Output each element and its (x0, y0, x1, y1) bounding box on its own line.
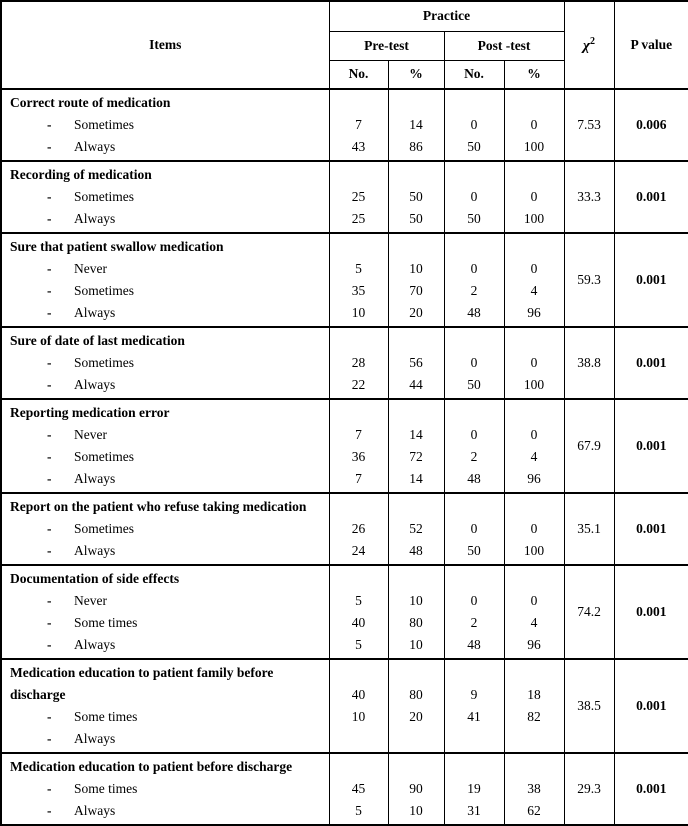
table-row (1, 659, 688, 753)
cell-value: 20 (409, 305, 423, 320)
title-spacer (445, 496, 504, 518)
cell-value: 48 (467, 637, 481, 652)
cell-value: 5 (355, 261, 362, 276)
cell-value: 0 (470, 355, 478, 370)
cell-value: 10 (409, 637, 423, 652)
table-row (1, 233, 688, 327)
sub-item-label: Always (74, 471, 116, 486)
col-header-pretest-pct: % (388, 60, 444, 89)
sub-item (2, 114, 327, 136)
cell-value: 19 (467, 781, 481, 796)
section-title: Documentation of side effects (10, 571, 180, 586)
col-header-chi-square (564, 1, 614, 89)
title-spacer (389, 496, 444, 518)
chi-square-cell: 7.53 (564, 89, 614, 161)
pretest-pct-cell (388, 565, 444, 659)
p-value-cell: 0.001 (614, 753, 688, 825)
chi-square-cell: 67.9 (564, 399, 614, 493)
dash-bullet: - (47, 449, 52, 464)
posttest-no-cell (444, 399, 504, 493)
sub-item-label: Always (74, 377, 116, 392)
section-title: Correct route of medication (10, 95, 171, 110)
sub-item-label: Never (74, 593, 107, 608)
posttest-pct-cell (504, 89, 564, 161)
sub-item-label: Some times (74, 615, 138, 630)
sub-item (2, 728, 327, 750)
header-row-1 (1, 1, 688, 31)
title-spacer (389, 164, 444, 186)
title-spacer (505, 402, 564, 424)
chi-square-cell: 35.1 (564, 493, 614, 565)
dash-bullet: - (47, 471, 52, 486)
cell-value: 44 (409, 377, 423, 392)
posttest-no-cell (444, 233, 504, 327)
sub-item (2, 612, 327, 634)
table-body (1, 89, 688, 825)
sub-item (2, 280, 327, 302)
sub-item (2, 186, 327, 208)
cell-value: 35 (351, 283, 366, 298)
cell-value: 9 (470, 687, 478, 702)
pretest-no-cell (329, 161, 388, 233)
cell-value: 0 (530, 593, 538, 608)
title-spacer (330, 236, 388, 258)
col-header-practice: Practice (329, 1, 564, 31)
cell-value: 10 (409, 261, 423, 276)
sub-item (2, 706, 327, 728)
cell-value: 10 (409, 803, 423, 818)
cell-value: 31 (467, 803, 481, 818)
posttest-pct-cell (504, 161, 564, 233)
title-spacer (389, 756, 444, 778)
sub-item (2, 208, 327, 230)
p-value-cell: 0.001 (614, 161, 688, 233)
section-title: Medication education to patient family before discharge (10, 665, 274, 702)
sub-item-label: Sometimes (74, 117, 134, 132)
cell-value: 0 (530, 117, 538, 132)
title-spacer (330, 496, 388, 518)
sub-item-label: Never (74, 261, 107, 276)
dash-bullet: - (47, 637, 52, 652)
items-cell (1, 753, 329, 825)
cell-value: 10 (409, 593, 423, 608)
dash-bullet: - (47, 593, 52, 608)
title-spacer (445, 756, 504, 778)
chi-square-cell: 59.3 (564, 233, 614, 327)
sub-item-label: Some times (74, 781, 138, 796)
cell-value: 14 (409, 471, 423, 486)
cell-value: 38 (527, 781, 541, 796)
posttest-pct-cell (504, 493, 564, 565)
cell-value: 100 (523, 139, 545, 154)
cell-value: 50 (467, 377, 481, 392)
p-value-cell: 0.001 (614, 399, 688, 493)
sub-item (2, 468, 327, 490)
cell-value: 100 (523, 377, 545, 392)
cell-value: 96 (527, 637, 541, 652)
cell-value: 50 (409, 189, 423, 204)
title-spacer (330, 330, 388, 352)
title-spacer (330, 92, 388, 114)
col-header-items: Items (1, 1, 329, 89)
section-title: Reporting medication error (10, 405, 170, 420)
sub-item (2, 540, 327, 562)
sub-item (2, 800, 327, 822)
title-spacer (505, 662, 564, 684)
sub-item (2, 352, 327, 374)
cell-value: 72 (409, 449, 423, 464)
pretest-no-cell (329, 89, 388, 161)
title-spacer (505, 236, 564, 258)
pretest-no-cell (329, 659, 388, 753)
posttest-no-cell (444, 327, 504, 399)
dash-bullet: - (47, 781, 52, 796)
sub-item-label: Always (74, 139, 116, 154)
cell-value: 86 (409, 139, 423, 154)
posttest-pct-cell (504, 565, 564, 659)
items-cell (1, 233, 329, 327)
cell-value: 4 (530, 615, 538, 630)
cell-value: 96 (527, 471, 541, 486)
title-spacer (505, 496, 564, 518)
cell-value: 70 (409, 283, 423, 298)
cell-value: 2 (470, 283, 478, 298)
col-header-posttest-pct: % (504, 60, 564, 89)
posttest-pct-cell (504, 659, 564, 753)
cell-value: 50 (467, 139, 481, 154)
p-value-cell: 0.001 (614, 233, 688, 327)
dash-bullet: - (47, 803, 52, 818)
cell-value: 10 (351, 305, 366, 320)
table-row (1, 565, 688, 659)
cell-value: 90 (409, 781, 423, 796)
posttest-pct-cell (504, 399, 564, 493)
chi-square-cell: 33.3 (564, 161, 614, 233)
dash-bullet: - (47, 543, 52, 558)
title-spacer (505, 568, 564, 590)
pretest-pct-cell (388, 753, 444, 825)
title-spacer (445, 236, 504, 258)
chi-symbol: χ (583, 37, 591, 54)
dash-bullet: - (47, 355, 52, 370)
col-header-pretest-no: No. (329, 60, 388, 89)
title-spacer (445, 568, 504, 590)
title-spacer (389, 236, 444, 258)
posttest-no-cell (444, 753, 504, 825)
title-spacer (389, 330, 444, 352)
title-spacer (330, 164, 388, 186)
dash-bullet: - (47, 117, 52, 132)
title-spacer (445, 164, 504, 186)
cell-value: 5 (355, 637, 362, 652)
table-row (1, 89, 688, 161)
cell-value: 82 (527, 709, 541, 724)
cell-value: 56 (409, 355, 423, 370)
cell-value: 48 (467, 471, 481, 486)
cell-value: 96 (527, 305, 541, 320)
cell-value: 22 (351, 377, 366, 392)
sub-item (2, 258, 327, 280)
sub-item (2, 518, 327, 540)
table-row (1, 327, 688, 399)
dash-bullet: - (47, 709, 52, 724)
title-spacer (445, 330, 504, 352)
title-spacer (505, 756, 564, 778)
pretest-no-cell (329, 565, 388, 659)
cell-value: 0 (530, 521, 538, 536)
sub-item-label: Always (74, 543, 116, 558)
dash-bullet: - (47, 731, 52, 746)
col-header-posttest-no: No. (444, 60, 504, 89)
cell-value: 0 (470, 593, 478, 608)
sub-item-label: Sometimes (74, 449, 134, 464)
chi-exponent: 2 (590, 35, 596, 47)
table-row (1, 753, 688, 825)
chi-square-cell: 38.5 (564, 659, 614, 753)
dash-bullet: - (47, 615, 52, 630)
cell-value: 7 (355, 427, 362, 442)
dash-bullet: - (47, 305, 52, 320)
cell-value: 45 (351, 781, 366, 796)
pretest-pct-cell (388, 161, 444, 233)
cell-value: 0 (530, 427, 538, 442)
sub-item-label: Always (74, 637, 116, 652)
pretest-pct-cell (388, 327, 444, 399)
title-spacer (330, 756, 388, 778)
cell-value: 0 (470, 261, 478, 276)
dash-bullet: - (47, 139, 52, 154)
cell-value: 0 (470, 521, 478, 536)
posttest-no-cell (444, 89, 504, 161)
cell-value: 80 (409, 615, 423, 630)
dash-bullet: - (47, 377, 52, 392)
table-row (1, 399, 688, 493)
cell-value: 4 (530, 283, 538, 298)
sub-item-label: Sometimes (74, 189, 134, 204)
posttest-no-cell (444, 493, 504, 565)
cell-value: 50 (467, 211, 481, 226)
section-title: Sure of date of last medication (10, 333, 185, 348)
dash-bullet: - (47, 211, 52, 226)
sub-item-label: Always (74, 803, 116, 818)
title-spacer (445, 92, 504, 114)
table-header (1, 1, 688, 89)
sub-item-label: Some times (74, 709, 138, 724)
pretest-no-cell (329, 493, 388, 565)
dash-bullet: - (47, 427, 52, 442)
chi-square-cell: 74.2 (564, 565, 614, 659)
cell-value: 2 (470, 449, 478, 464)
title-spacer (505, 164, 564, 186)
p-value-cell: 0.001 (614, 327, 688, 399)
cell-value: 14 (409, 117, 423, 132)
sub-item (2, 590, 327, 612)
pretest-pct-cell (388, 399, 444, 493)
items-cell (1, 327, 329, 399)
cell-value: 0 (530, 189, 538, 204)
cell-value: 62 (527, 803, 541, 818)
title-spacer (389, 92, 444, 114)
cell-value: 48 (467, 305, 481, 320)
cell-value: 7 (355, 117, 362, 132)
cell-value: 41 (467, 709, 481, 724)
sub-item-label: Never (74, 427, 107, 442)
p-value-cell: 0.001 (614, 493, 688, 565)
cell-value: 25 (351, 189, 366, 204)
sub-item (2, 634, 327, 656)
sub-item (2, 424, 327, 446)
pretest-no-cell (329, 327, 388, 399)
sub-item-label: Sometimes (74, 283, 134, 298)
p-value-cell: 0.006 (614, 89, 688, 161)
cell-value: 50 (409, 211, 423, 226)
posttest-no-cell (444, 659, 504, 753)
cell-value: 0 (470, 117, 478, 132)
section-title: Report on the patient who refuse taking medication (10, 499, 307, 514)
cell-value: 100 (523, 543, 545, 558)
cell-value: 43 (351, 139, 366, 154)
sub-item-label: Sometimes (74, 355, 134, 370)
cell-value: 2 (470, 615, 478, 630)
cell-value: 48 (409, 543, 423, 558)
sub-item (2, 374, 327, 396)
cell-value: 100 (523, 211, 545, 226)
cell-value: 0 (530, 355, 538, 370)
title-spacer (330, 402, 388, 424)
chi-square-cell: 29.3 (564, 753, 614, 825)
pretest-no-cell (329, 753, 388, 825)
chi-square-cell: 38.8 (564, 327, 614, 399)
pretest-pct-cell (388, 493, 444, 565)
cell-value: 5 (355, 593, 362, 608)
cell-value: 10 (351, 709, 366, 724)
section-title: Medication education to patient before discharge (10, 759, 293, 774)
sub-item (2, 778, 327, 800)
title-spacer (505, 330, 564, 352)
title-spacer (445, 402, 504, 424)
p-value-cell: 0.001 (614, 659, 688, 753)
pretest-pct-cell (388, 233, 444, 327)
dash-bullet: - (47, 189, 52, 204)
cell-value: 26 (351, 521, 366, 536)
title-spacer (389, 402, 444, 424)
items-cell (1, 659, 329, 753)
sub-item-label: Sometimes (74, 521, 134, 536)
col-header-posttest: Post -test (444, 31, 564, 60)
title-spacer (330, 662, 388, 684)
pretest-pct-cell (388, 89, 444, 161)
col-header-pretest: Pre-test (329, 31, 444, 60)
title-spacer (330, 568, 388, 590)
items-cell (1, 565, 329, 659)
cell-value: 0 (530, 261, 538, 276)
sub-item (2, 446, 327, 468)
cell-value: 40 (351, 687, 366, 702)
dash-bullet: - (47, 521, 52, 536)
dash-bullet: - (47, 283, 52, 298)
posttest-pct-cell (504, 233, 564, 327)
cell-value: 25 (351, 211, 366, 226)
items-cell (1, 89, 329, 161)
cell-value: 20 (409, 709, 423, 724)
pretest-no-cell (329, 399, 388, 493)
col-header-p-value: P value (614, 1, 688, 89)
cell-value: 24 (351, 543, 366, 558)
items-cell (1, 493, 329, 565)
cell-value: 52 (409, 521, 423, 536)
title-spacer (505, 92, 564, 114)
cell-value: 36 (351, 449, 366, 464)
cell-value: 5 (355, 803, 362, 818)
cell-value: 7 (355, 471, 362, 486)
table-row (1, 493, 688, 565)
sub-item (2, 136, 327, 158)
cell-value: 50 (467, 543, 481, 558)
cell-value: 14 (409, 427, 423, 442)
posttest-pct-cell (504, 327, 564, 399)
posttest-no-cell (444, 161, 504, 233)
cell-value: 40 (351, 615, 366, 630)
sub-item (2, 302, 327, 324)
cell-value: 18 (527, 687, 541, 702)
posttest-no-cell (444, 565, 504, 659)
items-cell (1, 161, 329, 233)
title-spacer (389, 662, 444, 684)
cell-value: 0 (470, 427, 478, 442)
table-row (1, 161, 688, 233)
pretest-pct-cell (388, 659, 444, 753)
title-spacer (445, 662, 504, 684)
pretest-no-cell (329, 233, 388, 327)
sub-item-label: Always (74, 731, 116, 746)
cell-value: 0 (470, 189, 478, 204)
cell-value: 28 (351, 355, 366, 370)
dash-bullet: - (47, 261, 52, 276)
items-cell (1, 399, 329, 493)
cell-value: 4 (530, 449, 538, 464)
section-title: Recording of medication (10, 167, 152, 182)
cell-value: 80 (409, 687, 423, 702)
sub-item-label: Always (74, 211, 116, 226)
title-spacer (389, 568, 444, 590)
sub-item-label: Always (74, 305, 116, 320)
section-title: Sure that patient swallow medication (10, 239, 224, 254)
posttest-pct-cell (504, 753, 564, 825)
p-value-cell: 0.001 (614, 565, 688, 659)
